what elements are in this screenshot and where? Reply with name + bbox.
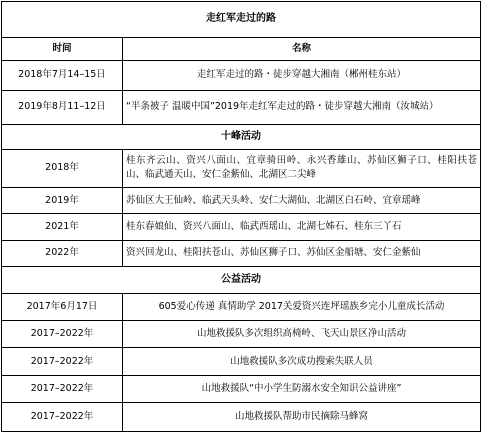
row-time: 2017年6月17日 (2, 293, 123, 320)
row-name: 山地救援队多次成功搜索失联人员 (123, 348, 481, 375)
activity-table (1, 1, 481, 432)
row-time: 2017–2022年 (2, 375, 123, 402)
row-name: 山地救援队多次组织高椅岭、飞天山景区净山活动 (123, 320, 481, 347)
row-name: “半条被子 温暖中国”2019年走红军走过的路・徒步穿越大湘南（汝城站） (123, 90, 481, 124)
section-title-ten-peaks: 十峰活动 (2, 124, 481, 149)
row-time: 2018年7月14–15日 (2, 61, 123, 91)
row-name: 桂东齐云山、资兴八面山、宜章骑田岭、永兴香雄山、苏仙区狮子口、桂阳扶苍山、临武通天山、安仁金紫仙、北湖区二尖峰 (123, 149, 481, 187)
row-name: 605爱心传递 真情助学 2017关爱资兴连坪瑶族乡完小儿童成长活动 (123, 293, 481, 320)
header-time: 时间 (2, 37, 123, 60)
row-time: 2017–2022年 (2, 320, 123, 347)
row-time: 2017–2022年 (2, 348, 123, 375)
row-time: 2019年 (2, 187, 123, 213)
row-time: 2021年 (2, 214, 123, 240)
section-title-charity: 公益活动 (2, 267, 481, 293)
row-name: 资兴回龙山、桂阳扶苍山、苏仙区狮子口、苏仙区金船塘、安仁金紫仙 (123, 240, 481, 266)
table-row (2, 214, 481, 240)
row-time: 2019年8月11–12日 (2, 90, 123, 124)
row-name: 走红军走过的路・徒步穿越大湘南（郴州桂东站） (123, 61, 481, 91)
header-name: 名称 (123, 37, 481, 60)
section-row (2, 2, 481, 38)
table-row (2, 90, 481, 124)
table-row (2, 149, 481, 187)
row-time: 2017–2022年 (2, 403, 123, 432)
row-name: 山地救援队帮助市民摘除马蜂窝 (123, 403, 481, 432)
table-row (2, 403, 481, 432)
table-row (2, 320, 481, 347)
table-row (2, 375, 481, 402)
table-row (2, 293, 481, 320)
section-title-red-army: 走红军走过的路 (2, 2, 481, 38)
table-row (2, 61, 481, 91)
row-time: 2018年 (2, 149, 123, 187)
header-row (2, 37, 481, 60)
table-row (2, 240, 481, 266)
row-time: 2022年 (2, 240, 123, 266)
table-row (2, 187, 481, 213)
row-name: 山地救援队“中小学生防溺水安全知识公益讲座” (123, 375, 481, 402)
section-row (2, 267, 481, 293)
row-name: 桂东春娘仙、资兴八面山、临武西瑶山、北湖七姊石、桂东三丫石 (123, 214, 481, 240)
table-row (2, 348, 481, 375)
row-name: 苏仙区大王仙岭、临武天头岭、安仁大湖仙、北湖区白石岭、宜章瑶峰 (123, 187, 481, 213)
section-row (2, 124, 481, 149)
